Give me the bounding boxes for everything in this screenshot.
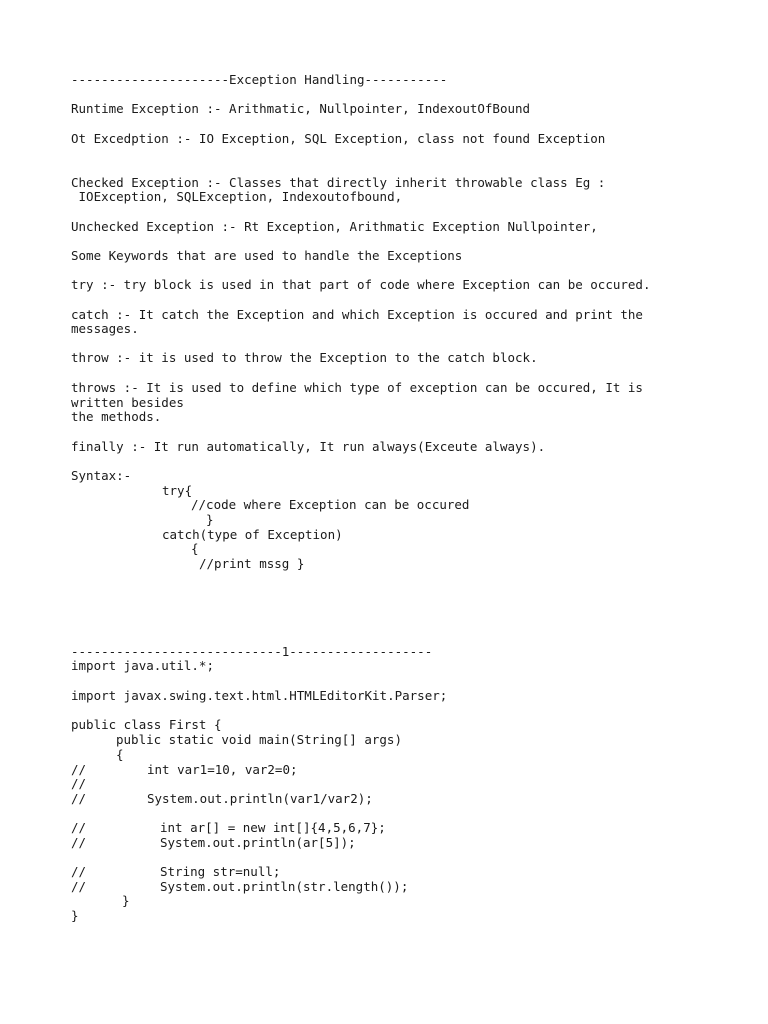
syntax-try-open: try{ <box>162 483 193 498</box>
comment-marker: // <box>71 820 87 835</box>
commented-code-line: System.out.println(var1/var2); <box>147 791 373 806</box>
comment-marker: // <box>71 879 87 894</box>
syntax-try-comment: //code where Exception can be occured <box>191 497 470 512</box>
import-parser-line: import javax.swing.text.html.HTMLEditorKit.Parser; <box>71 688 448 703</box>
syntax-catch-line: catch(type of Exception) <box>162 527 343 542</box>
class-declaration: public class First { <box>71 717 222 732</box>
try-keyword-line: try :- try block is used in that part of code where Exception can be occured. <box>71 277 651 292</box>
comment-marker: // <box>71 776 87 791</box>
syntax-try-close: } <box>206 512 214 527</box>
keywords-intro-line: Some Keywords that are used to handle the Exceptions <box>71 248 463 263</box>
other-exception-line: Ot Excedption :- IO Exception, SQL Exception, class not found Exception <box>71 131 606 146</box>
comment-marker: // <box>71 762 87 777</box>
main-close-brace: } <box>122 893 130 908</box>
main-declaration: public static void main(String[] args) <box>116 732 402 747</box>
catch-keyword-line: catch :- It catch the Exception and which Exception is occured and print the <box>71 307 643 322</box>
commented-code-line: String str=null; <box>160 864 281 879</box>
checked-exception-line: Checked Exception :- Classes that directly inherit throwable class Eg : <box>71 175 606 190</box>
syntax-catch-open: { <box>191 541 199 556</box>
commented-code-line: System.out.println(str.length()); <box>160 879 409 894</box>
commented-code-line: int var1=10, var2=0; <box>147 762 298 777</box>
syntax-label: Syntax:- <box>71 468 132 483</box>
comment-marker: // <box>71 791 87 806</box>
throw-keyword-line: throw :- it is used to throw the Exception to the catch block. <box>71 350 538 365</box>
unchecked-exception-line: Unchecked Exception :- Rt Exception, Arithmatic Exception Nullpointer, <box>71 219 598 234</box>
syntax-catch-body: //print mssg } <box>199 556 305 571</box>
heading-separator: ---------------------Exception Handling----------- <box>71 72 448 87</box>
runtime-exception-line: Runtime Exception :- Arithmatic, Nullpointer, IndexoutOfBound <box>71 101 531 116</box>
commented-code-line: int ar[] = new int[]{4,5,6,7}; <box>160 820 386 835</box>
catch-keyword-continuation: messages. <box>71 321 139 336</box>
commented-code-line: System.out.println(ar[5]); <box>160 835 356 850</box>
comment-marker: // <box>71 864 87 879</box>
throws-keyword-continuation-2: the methods. <box>71 409 162 424</box>
comment-marker: // <box>71 835 87 850</box>
program-separator: ----------------------------1------------------- <box>71 644 433 659</box>
import-util-line: import java.util.*; <box>71 658 214 673</box>
checked-exception-examples: IOException, SQLException, Indexoutofbound, <box>71 189 403 204</box>
main-open-brace: { <box>116 747 124 762</box>
finally-keyword-line: finally :- It run automatically, It run always(Exceute always). <box>71 439 546 454</box>
throws-keyword-continuation: written besides <box>71 395 184 410</box>
class-close-brace: } <box>71 908 79 923</box>
throws-keyword-line: throws :- It is used to define which type of exception can be occured, It is <box>71 380 643 395</box>
